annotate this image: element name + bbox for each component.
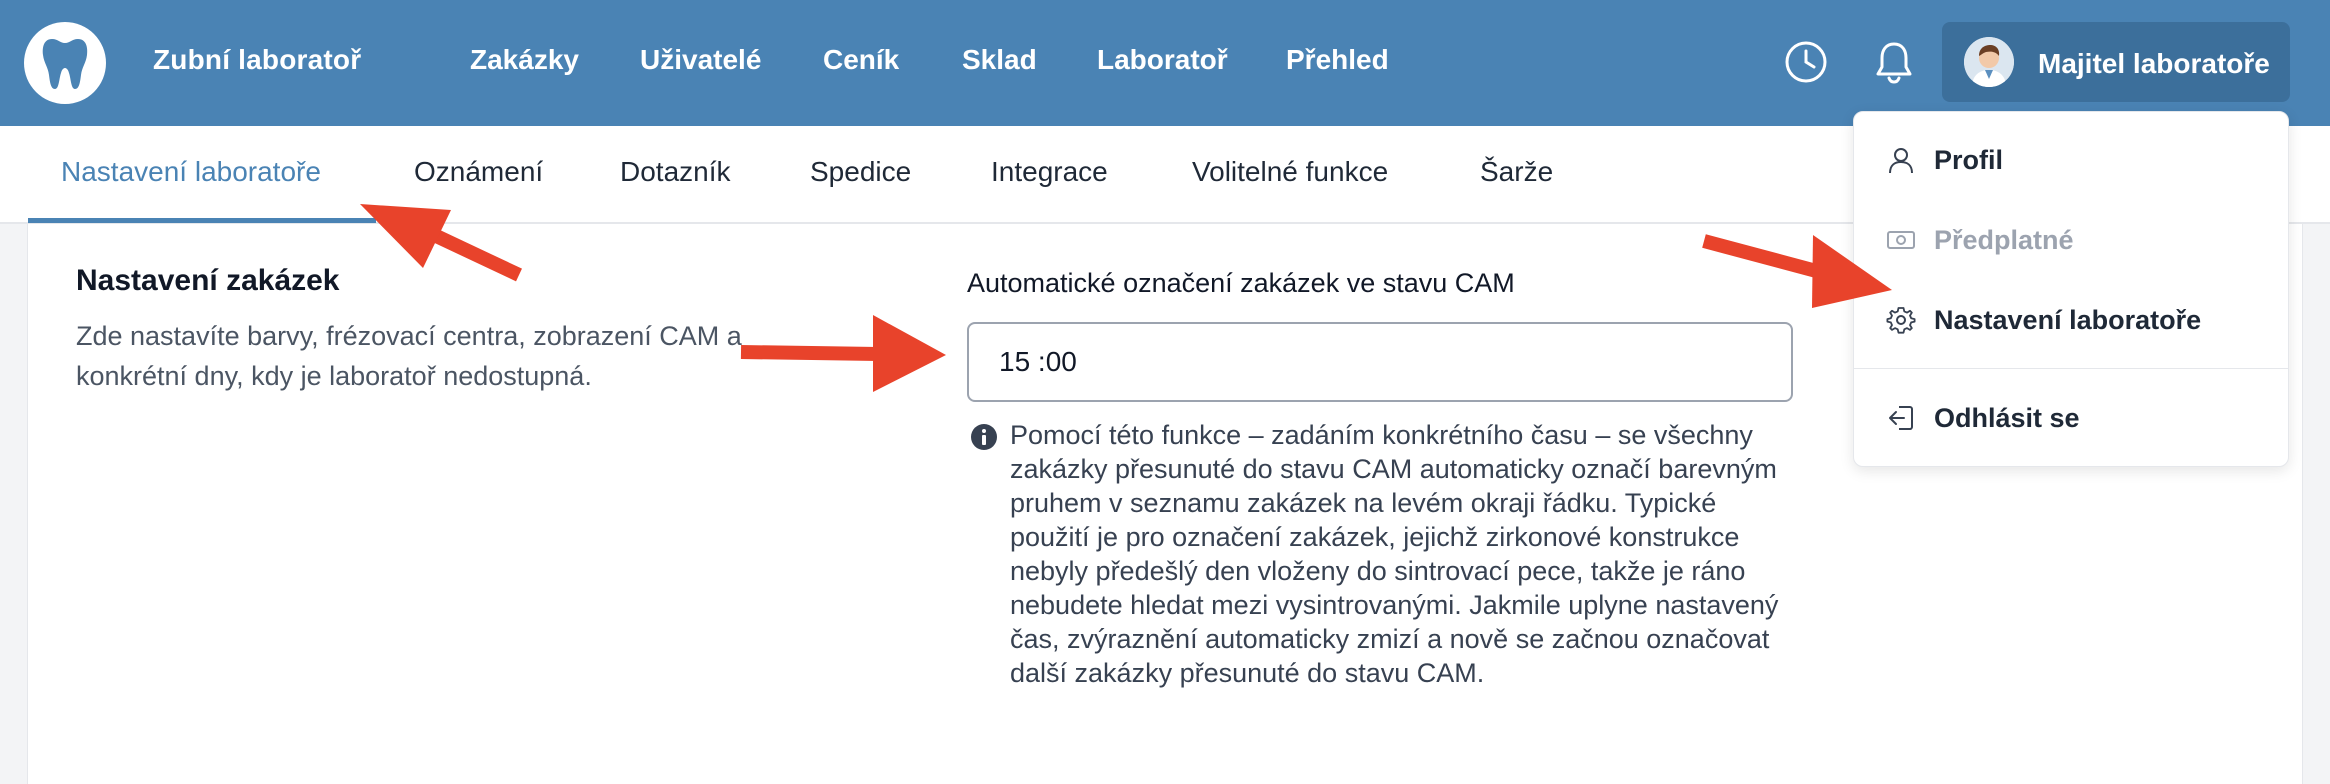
clock-icon[interactable]: [1782, 38, 1830, 86]
nav-item-uzivatele[interactable]: Uživatelé: [640, 44, 762, 75]
nav-item-laborator[interactable]: Laboratoř: [1097, 44, 1228, 75]
brand-name[interactable]: Zubní laboratoř: [153, 44, 362, 75]
menu-divider: [1854, 368, 2288, 369]
tab-nastaveni-laboratore[interactable]: Nastavení laboratoře: [61, 156, 321, 187]
tab-oznameni[interactable]: Oznámení: [414, 156, 544, 187]
section-description: Zde nastavíte barvy, frézovací centra, zobrazení CAM a konkrétní dny, kdy je laboratoř nedostupná.: [76, 321, 742, 391]
nav-item-zakazky[interactable]: Zakázky: [470, 44, 579, 75]
menu-item-label: Profil: [1934, 144, 2004, 175]
user-dropdown-menu: [1853, 111, 2289, 467]
cam-time-label: Automatické označení zakázek ve stavu CAM: [967, 268, 1515, 298]
cam-time-help-text: Pomocí této funkce – zadáním konkrétního času – se všechny zakázky přesunuté do stavu CAM automaticky označí barevným pruhem v seznamu zakázek na levém okraji řádku. Typické použití je pro označení zakázek, jejichž zirkonové konstrukce nebyly předešlý den vloženy do sintrovací pece, takže je ráno nebudete hledat mezi vysintrovanými. Jakmile uplyne nastavený čas, zvýraznění automaticky zmizí a nově se začnou označovat další zakázky přesunuté do stavu CAM.: [1010, 420, 1779, 688]
tab-dotaznik[interactable]: Dotazník: [620, 156, 731, 187]
nav-item-prehled[interactable]: Přehled: [1286, 44, 1389, 75]
tab-spedice[interactable]: Spedice: [810, 156, 912, 187]
top-navigation-bar: [0, 0, 2330, 126]
menu-item-predplatne: [1886, 220, 2074, 260]
bell-icon[interactable]: [1870, 38, 1918, 86]
tab-volitelne-funkce[interactable]: Volitelné funkce: [1192, 156, 1389, 187]
menu-item-label: Odhlásit se: [1934, 402, 2080, 433]
gear-icon: [1886, 305, 1916, 335]
cam-time-input[interactable]: [967, 322, 1793, 402]
tab-sarze[interactable]: Šarže: [1480, 156, 1554, 187]
user-icon: [1886, 145, 1916, 175]
menu-item-label: Předplatné: [1934, 224, 2074, 255]
logout-icon: [1886, 403, 1916, 433]
menu-item-nastaveni-laboratore[interactable]: [1886, 300, 2201, 340]
section-title: Nastavení zakázek: [76, 264, 340, 297]
info-icon: [970, 423, 998, 451]
tooth-logo-icon[interactable]: [24, 22, 106, 104]
menu-item-profil[interactable]: [1886, 140, 2003, 180]
nav-item-cenik[interactable]: Ceník: [823, 44, 900, 75]
menu-item-label: Nastavení laboratoře: [1934, 304, 2202, 335]
nav-item-sklad[interactable]: Sklad: [962, 44, 1037, 75]
menu-item-odhlasit[interactable]: [1886, 398, 2080, 438]
tab-integrace[interactable]: Integrace: [991, 156, 1108, 187]
avatar: [1964, 37, 2014, 87]
active-tab-indicator: [28, 218, 376, 223]
user-menu-label: Majitel laboratoře: [2038, 48, 2270, 79]
money-icon: [1886, 225, 1916, 255]
user-menu-button[interactable]: [1942, 22, 2290, 102]
